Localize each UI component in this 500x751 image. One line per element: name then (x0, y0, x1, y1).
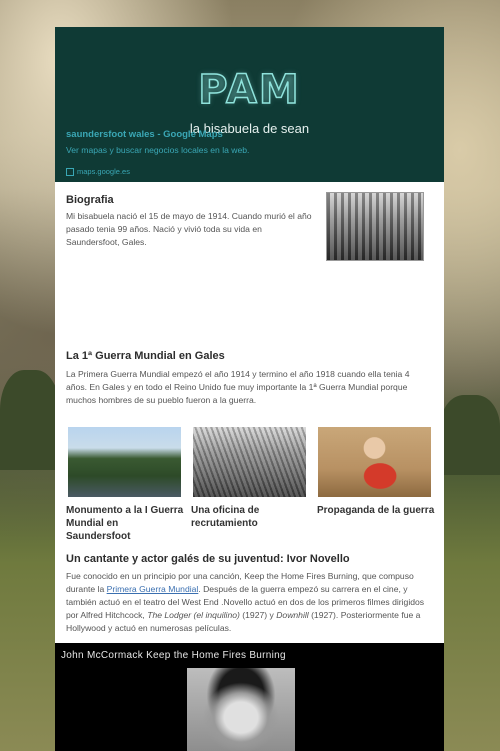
singer-heading: Un cantante y actor galés de su juventud: Ivor Novello (66, 553, 350, 565)
external-link-icon (66, 168, 74, 176)
page-subtitle: la bisabuela de sean (189, 121, 310, 136)
singer-text-part: (1927) y (239, 610, 277, 620)
singer-text (66, 570, 434, 635)
ww1-heading: La 1ª Guerra Mundial en Gales (66, 350, 225, 362)
maps-link-url[interactable] (66, 167, 130, 176)
video-thumbnail[interactable] (187, 668, 295, 751)
singer-text-part: Fue conocido en un principio por una canción, Keep the Home Fires Burning, que compuso durante la (66, 571, 414, 594)
ww1-text: La Primera Guerra Mundial empezó el año 1914 y termino el año 1918 cuando ella tenia 4 años. En Gales y en todo el Reino Unido fue muy importante la 1ª Guerra Mundial porque muchos hombres de su pueblo fueron a la guerra. (66, 369, 410, 405)
gallery-image-propaganda[interactable] (318, 427, 431, 497)
film-title: The Lodger (el inquilino) (147, 610, 240, 620)
maps-link-title[interactable]: saundersfoot wales - Google Maps (66, 129, 223, 140)
singer-text-part: . Después de la guerra empezó su carrera en el cine, y también actuó en el teatro del West End .Novello actuó en dos de los primeros filmes dirigidos por Alfred Hitchcock, (66, 584, 425, 620)
background-trees (0, 370, 60, 470)
gallery-image-monument[interactable] (68, 427, 181, 497)
video-title[interactable]: John McCormack Keep the Home Fires Burning (61, 650, 286, 661)
maps-link-description[interactable]: Ver mapas y buscar negocios locales en la web. (66, 145, 250, 155)
gallery-caption: Monumento a la I Guerra Mundial en Saundersfoot (66, 505, 184, 542)
bio-text: Mi bisabuela nació el 15 de mayo de 1914. Cuando murió el año pasado tenia 99 años. Nació y vivió toda su vida en Saundersfoot, Gales. (66, 211, 312, 247)
video-embed[interactable] (55, 643, 444, 751)
bio-photo[interactable] (326, 192, 424, 261)
ww1-wiki-link[interactable]: Primera Guerra Mundial (106, 584, 199, 594)
gallery-caption: Una oficina de recrutamiento (191, 505, 260, 529)
gallery-caption: Propaganda de la guerra (317, 505, 435, 516)
page-title: PAM (198, 67, 301, 113)
singer-text-part: (1927). Posteriormente fue a Hollywood y actuó en numerosas películas. (66, 610, 421, 633)
bio-section (55, 182, 444, 262)
maps-link-url-text: maps.google.es (77, 167, 130, 176)
gallery-image-recruitment[interactable] (193, 427, 306, 497)
film-title: Downhill (276, 610, 309, 620)
content-card (55, 27, 444, 751)
header (55, 27, 444, 182)
background-trees (440, 395, 500, 475)
bio-heading: Biografia (66, 194, 114, 206)
